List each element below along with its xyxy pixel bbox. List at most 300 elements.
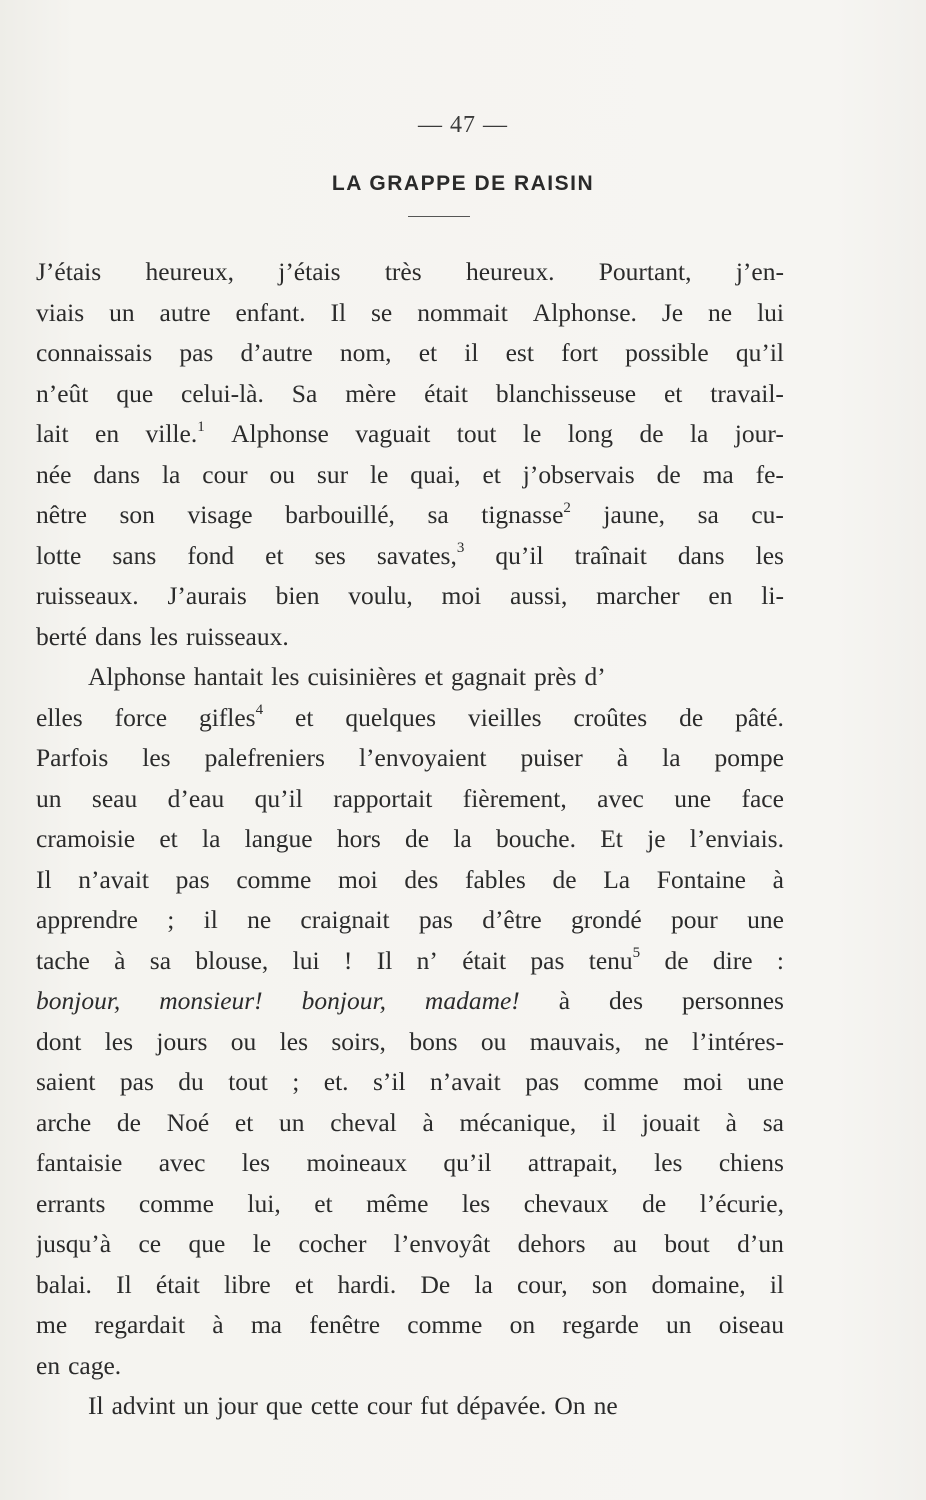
word: comme [138, 1188, 214, 1218]
word: moi [441, 581, 482, 610]
word: Alphonse [231, 419, 329, 448]
word: travail- [710, 378, 784, 408]
word: cuisinières [307, 662, 417, 691]
word: pas [119, 1067, 154, 1096]
word: pâté. [735, 702, 784, 732]
word: cour [202, 459, 248, 489]
word: et [159, 824, 178, 853]
word: Il [36, 864, 52, 894]
word: La [603, 864, 631, 894]
word: lait [36, 419, 69, 448]
word: à [772, 864, 784, 894]
word: ne [247, 905, 272, 934]
word: pour [671, 905, 718, 934]
word: n’eût [36, 378, 89, 408]
word: pompe [714, 743, 784, 772]
word: jaune, [603, 500, 666, 529]
word: d’eau [167, 783, 225, 813]
word: grondé [570, 905, 642, 934]
word: la [161, 459, 181, 489]
word: Alphonse [88, 662, 186, 691]
word: ou [269, 459, 295, 489]
page-number: — 47 — [418, 112, 508, 138]
text-line [36, 657, 784, 698]
text-line [36, 981, 784, 1022]
word: blanchisseuse [495, 378, 637, 408]
word: une [747, 905, 784, 934]
word: gagnait [450, 662, 526, 691]
word: dans [93, 459, 141, 489]
word: et [295, 702, 314, 732]
word: qu’il [735, 338, 784, 367]
word: et [482, 459, 501, 489]
word: balai. [36, 1269, 92, 1299]
word: à [558, 986, 571, 1015]
word: en [708, 581, 733, 610]
word: avec [597, 783, 644, 813]
word: et [265, 540, 284, 570]
word: cour [366, 1391, 413, 1420]
text-line [36, 252, 784, 293]
word: en [95, 419, 120, 448]
word: j’en- [735, 257, 784, 286]
word: l’envoyaient [358, 743, 487, 772]
word: vieilles [467, 702, 542, 732]
word: était [155, 1269, 200, 1299]
word: Il [376, 945, 393, 975]
chapter-title: LA GRAPPE DE RAISIN [331, 172, 595, 195]
word: hors [336, 824, 381, 853]
word: dire [712, 945, 753, 975]
word: jour [216, 1391, 258, 1420]
word: fond [187, 540, 235, 570]
word: bonjour, [301, 986, 386, 1015]
word: nêtre [36, 500, 87, 529]
word: domaine, [651, 1269, 746, 1299]
word: du [178, 1067, 204, 1096]
word: et [663, 378, 683, 408]
word: d’être [482, 905, 542, 934]
word: cheval [330, 1107, 397, 1137]
word: très [384, 257, 422, 286]
word: enfant. [235, 297, 306, 327]
word: cage. [68, 1350, 122, 1380]
word: que [188, 1229, 226, 1258]
text-line [36, 536, 784, 577]
word: à [212, 1310, 224, 1339]
word: et. [323, 1067, 349, 1096]
word: traînait [574, 540, 647, 570]
word: se [371, 297, 393, 327]
word: bien [275, 581, 320, 610]
text-line [36, 860, 784, 901]
text-line [36, 900, 784, 941]
word: oiseau [718, 1310, 784, 1339]
word: cour, [516, 1269, 568, 1299]
word: me [36, 1310, 68, 1339]
word: tout [456, 419, 497, 448]
word: les [654, 1148, 683, 1177]
word: nom, [339, 338, 392, 367]
word: pas [530, 945, 565, 975]
word: des [609, 986, 644, 1015]
word: les [461, 1188, 491, 1218]
word: libre [223, 1269, 271, 1299]
word: Je [661, 297, 684, 327]
word: J’étais [36, 257, 102, 286]
word: fe- [755, 459, 784, 489]
word: moineaux [306, 1148, 408, 1177]
word: gifles$^4$ [198, 702, 264, 732]
word: de [679, 702, 704, 732]
word: cette [310, 1391, 359, 1420]
word: son [119, 500, 155, 529]
word: jouait [641, 1107, 700, 1137]
word: ou [230, 1026, 257, 1056]
word: de [639, 419, 664, 448]
word: dans [94, 621, 142, 651]
word: ! [343, 945, 353, 975]
word: fenêtre [309, 1310, 381, 1339]
word: une [747, 1067, 784, 1096]
word: il [602, 1107, 617, 1137]
word: ville.$^1$ [145, 418, 205, 448]
word: la [453, 824, 472, 853]
word: fut [420, 1391, 449, 1420]
word: ; [167, 905, 175, 934]
word: un [36, 783, 62, 813]
word: et [294, 1269, 314, 1299]
word: force [114, 702, 168, 732]
word: je [647, 824, 666, 853]
text-line [36, 414, 784, 455]
text-line [36, 1143, 784, 1184]
word: on [509, 1310, 536, 1339]
word: l’écurie, [699, 1188, 784, 1218]
word: de [642, 1188, 667, 1218]
word: ses [314, 540, 346, 570]
word: sans [112, 540, 157, 570]
text-line [36, 1386, 784, 1427]
word: fantaisie [36, 1148, 123, 1177]
word: cramoisie [36, 824, 136, 853]
word: Pourtant, [598, 257, 692, 286]
word: de [656, 459, 681, 489]
text-line [36, 1022, 784, 1063]
word: heureux, [145, 257, 234, 286]
word: Alphonse. [532, 297, 637, 327]
word: ce [138, 1229, 162, 1258]
word: les [279, 1026, 308, 1056]
word: lui [292, 945, 320, 975]
word: d’ [584, 662, 606, 691]
word: n’avait [78, 864, 150, 894]
text-line [36, 1224, 784, 1265]
word: était [462, 945, 507, 975]
word: tignasse$^2$ [481, 499, 571, 529]
word: à [422, 1107, 434, 1137]
word: dont [36, 1026, 82, 1056]
word: s’il [372, 1067, 406, 1096]
word: née [36, 459, 72, 489]
word: Il [88, 1391, 104, 1420]
word: chiens [718, 1148, 784, 1177]
word: un [666, 1310, 692, 1339]
text-line [36, 1184, 784, 1225]
word: saient [36, 1067, 96, 1096]
text-line [36, 617, 784, 658]
word: Il [330, 297, 347, 327]
word: hardi. [337, 1269, 397, 1299]
word: ruisseaux. [186, 621, 289, 651]
word: madame! [424, 986, 520, 1015]
word: : [776, 945, 784, 975]
word: fables [464, 864, 526, 894]
word: n’avait [429, 1067, 501, 1096]
word: et [424, 662, 443, 691]
word: moi [338, 864, 378, 894]
word: barbouillé, [285, 500, 395, 529]
word: et [234, 1107, 254, 1137]
word: Il [116, 1269, 132, 1299]
word: apprendre [36, 905, 138, 934]
word: l’enviais. [689, 824, 784, 853]
word: lui, [247, 1188, 281, 1218]
word: croûtes [573, 702, 648, 732]
word: le [252, 1229, 272, 1258]
word: chevaux [523, 1188, 609, 1218]
text-line [36, 1103, 784, 1144]
word: pas [525, 1067, 560, 1096]
word: l’envoyât [393, 1229, 491, 1258]
word: sa [427, 500, 449, 529]
word: d’un [737, 1229, 784, 1258]
text-line [36, 374, 784, 415]
text-line [36, 333, 784, 374]
word: jusqu’à [36, 1229, 112, 1258]
word: sur [316, 459, 349, 489]
word: langue [244, 824, 313, 853]
word: On [554, 1391, 586, 1420]
word: et [418, 338, 438, 367]
word: tenu$^5$ [588, 945, 641, 975]
word: connaissais [36, 338, 153, 367]
word: de [116, 1107, 141, 1137]
text-line [36, 698, 784, 739]
word: à [725, 1107, 737, 1137]
word: les [142, 743, 171, 772]
word: Et [600, 824, 623, 853]
word: celui-là. [181, 378, 264, 408]
word: ne [644, 1026, 669, 1056]
word: bonjour, [36, 986, 121, 1015]
word: arche [36, 1107, 92, 1137]
word: blouse, [195, 945, 269, 975]
word: la [474, 1269, 493, 1299]
word: près [534, 662, 577, 691]
word: bout [664, 1229, 710, 1258]
word: berté [36, 621, 87, 651]
text-line [36, 779, 784, 820]
text-line [36, 1062, 784, 1103]
word: à [616, 743, 629, 772]
word: bouche. [495, 824, 576, 853]
word: cocher [298, 1229, 367, 1258]
word: aussi, [509, 581, 568, 610]
word: pas [175, 864, 210, 894]
word: Parfois [36, 743, 109, 772]
word: son [591, 1269, 628, 1299]
word: la [689, 419, 709, 448]
text-line [36, 1346, 784, 1387]
text-line [36, 738, 784, 779]
word: nommait [417, 297, 508, 327]
word: des [404, 864, 439, 894]
word: il [203, 905, 218, 934]
word: comme [583, 1067, 659, 1096]
word: soirs, [331, 1026, 386, 1056]
text-line [36, 819, 784, 860]
word: Noé [166, 1107, 210, 1137]
word: de [405, 824, 430, 853]
word: ne [708, 297, 733, 327]
word: cu- [751, 500, 784, 529]
word: puiser [520, 743, 583, 772]
word: pas [179, 338, 214, 367]
word: tout [228, 1067, 268, 1096]
word: monsieur! [159, 986, 263, 1015]
word: dépavée. [456, 1391, 547, 1420]
word: lotte [36, 540, 82, 570]
word: avec [158, 1148, 206, 1177]
word: quelques [345, 702, 437, 732]
word: mauvais, [529, 1026, 622, 1056]
text-line [36, 455, 784, 496]
word: J’aurais [167, 581, 247, 610]
word: Sa [291, 378, 318, 408]
word: bons [409, 1026, 458, 1056]
word: même [366, 1188, 429, 1218]
word: possible [625, 338, 709, 367]
title-divider [408, 216, 470, 217]
word: sa [149, 945, 172, 975]
word: voulu, [348, 581, 413, 610]
word: qu’il [495, 540, 544, 570]
body-text [36, 252, 784, 1427]
word: jours [156, 1026, 208, 1056]
word: pas [418, 905, 453, 934]
word: palefreniers [204, 743, 325, 772]
word: ma [702, 459, 734, 489]
text-line [36, 1265, 784, 1306]
word: personnes [681, 986, 784, 1015]
word: viais [36, 297, 85, 327]
text-line [36, 293, 784, 334]
word: l’intéres- [691, 1026, 784, 1056]
text-line [36, 495, 784, 536]
word: advint [111, 1391, 176, 1420]
word: d’autre [240, 338, 313, 367]
word: li- [761, 581, 784, 610]
word: De [420, 1269, 451, 1299]
word: et [314, 1188, 333, 1218]
word: les [755, 540, 784, 570]
word: heureux. [465, 257, 555, 286]
word: n’ [416, 945, 438, 975]
word: sa [762, 1107, 784, 1137]
word: elles [36, 702, 83, 732]
word: fièrement, [462, 783, 567, 813]
word: la [202, 824, 221, 853]
word: craignait [300, 905, 390, 934]
word: sa [697, 500, 719, 529]
word: comme [236, 864, 312, 894]
word: en [36, 1350, 61, 1380]
word: autre [159, 297, 211, 327]
word: fort [561, 338, 598, 367]
word: que [265, 1391, 303, 1420]
text-line [36, 576, 784, 617]
word: savates,$^3$ [376, 540, 465, 570]
word: regardait [94, 1310, 186, 1339]
word: errants [36, 1188, 106, 1218]
word: comme [407, 1310, 483, 1339]
word: moi [683, 1067, 723, 1096]
word: le [522, 419, 542, 448]
word: un [278, 1107, 305, 1137]
word: un [183, 1391, 209, 1420]
word: tache [36, 945, 90, 975]
word: les [241, 1148, 271, 1177]
word: les [271, 662, 300, 691]
word: dans [677, 540, 725, 570]
word: vaguait [355, 419, 431, 448]
word: ou [480, 1026, 507, 1056]
word: qu’il [443, 1148, 492, 1177]
word: attrapait, [527, 1148, 618, 1177]
word: dehors [517, 1229, 586, 1258]
word: rapportait [333, 783, 433, 813]
word: j’étais [278, 257, 341, 286]
word: était [424, 378, 468, 408]
word: il [464, 338, 479, 367]
word: que [116, 378, 154, 408]
word: à [114, 945, 126, 975]
word: ; [292, 1067, 300, 1096]
word: Fontaine [656, 864, 747, 894]
word: la [662, 743, 681, 772]
text-line [36, 1305, 784, 1346]
word: mère [345, 378, 397, 408]
word: j’observais [522, 459, 635, 489]
word: les [104, 1026, 134, 1056]
word: quai, [410, 459, 461, 489]
word: seau [91, 783, 138, 813]
word: mécanique, [459, 1107, 577, 1137]
word: une [674, 783, 712, 813]
word: les [149, 621, 179, 651]
word: lui [757, 297, 784, 327]
word: il [769, 1269, 784, 1299]
word: long [567, 419, 614, 448]
word: ruisseaux. [36, 581, 139, 610]
word: ne [593, 1391, 618, 1420]
word: visage [187, 500, 253, 529]
word: un [109, 297, 135, 327]
word: de [552, 864, 577, 894]
word: marcher [596, 581, 680, 610]
word: hantait [193, 662, 264, 691]
